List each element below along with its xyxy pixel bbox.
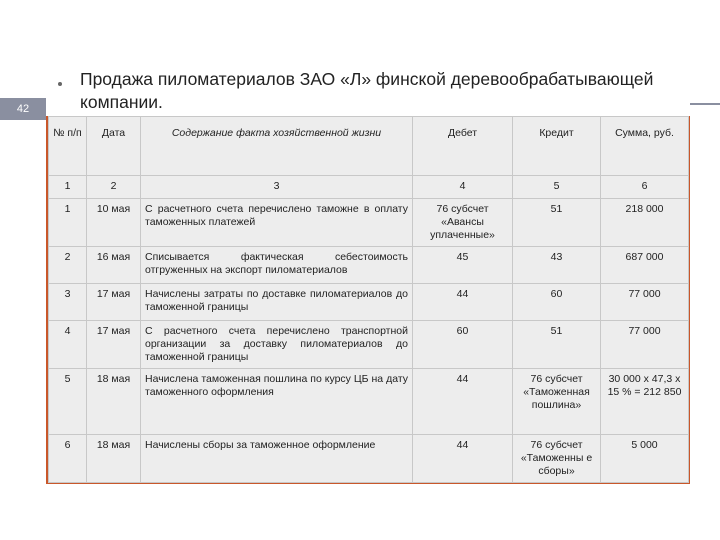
header-date: Дата (87, 117, 141, 176)
page-title: Продажа пиломатериалов ЗАО «Л» финской деревообрабатывающей компании. (80, 69, 654, 112)
row-sum: 218 000 (601, 199, 689, 247)
row-num: 4 (49, 321, 87, 369)
row-credit: 76 субсчет «Таможенная пошлина» (513, 369, 601, 435)
column-number-row (49, 176, 689, 199)
row-sum: 30 000 x 47,3 x 15 % = 212 850 (601, 369, 689, 435)
slide-number: 42 (0, 98, 46, 120)
row-sum: 5 000 (601, 435, 689, 483)
table-row (49, 284, 689, 321)
row-num: 1 (49, 199, 87, 247)
row-debit: 76 субсчет «Авансы уплаченные» (413, 199, 513, 247)
row-content: Начислены затраты по доставке пиломатериалов до таможенной границы (141, 284, 413, 321)
column-number: 5 (513, 176, 601, 199)
column-number: 2 (87, 176, 141, 199)
row-content: Списывается фактическая себестоимость отгруженных на экспорт пиломатериалов (141, 247, 413, 284)
row-content: С расчетного счета перечислено таможне в оплату таможенных платежей (141, 199, 413, 247)
row-num: 5 (49, 369, 87, 435)
transactions-table (48, 116, 689, 483)
bullet-icon (58, 82, 62, 86)
row-credit: 43 (513, 247, 601, 284)
table-row (49, 247, 689, 284)
header-sum: Сумма, руб. (601, 117, 689, 176)
column-number: 1 (49, 176, 87, 199)
column-number: 4 (413, 176, 513, 199)
column-number: 6 (601, 176, 689, 199)
row-num: 2 (49, 247, 87, 284)
row-date: 16 мая (87, 247, 141, 284)
table-row (49, 369, 689, 435)
row-num: 3 (49, 284, 87, 321)
row-content: Начислена таможенная пошлина по курсу ЦБ на дату таможенного оформления (141, 369, 413, 435)
row-credit: 60 (513, 284, 601, 321)
row-sum: 687 000 (601, 247, 689, 284)
row-debit: 44 (413, 435, 513, 483)
header-num: № п/п (49, 117, 87, 176)
row-num: 6 (49, 435, 87, 483)
row-credit: 76 субсчет «Таможенны е сборы» (513, 435, 601, 483)
row-date: 18 мая (87, 435, 141, 483)
row-credit: 51 (513, 199, 601, 247)
row-date: 10 мая (87, 199, 141, 247)
table-row (49, 435, 689, 483)
header-credit: Кредит (513, 117, 601, 176)
row-debit: 60 (413, 321, 513, 369)
row-content: С расчетного счета перечислено транспортной организации за доставку пиломатериалов до таможенной границы (141, 321, 413, 369)
row-date: 17 мая (87, 321, 141, 369)
table-row (49, 199, 689, 247)
table-header-row (49, 117, 689, 176)
row-sum: 77 000 (601, 284, 689, 321)
row-sum: 77 000 (601, 321, 689, 369)
table-row (49, 321, 689, 369)
row-credit: 51 (513, 321, 601, 369)
row-content: Начислены сборы за таможенное оформление (141, 435, 413, 483)
row-debit: 44 (413, 369, 513, 435)
header-content: Содержание факта хозяйственной жизни (141, 117, 413, 176)
row-debit: 44 (413, 284, 513, 321)
row-date: 17 мая (87, 284, 141, 321)
row-date: 18 мая (87, 369, 141, 435)
row-debit: 45 (413, 247, 513, 284)
header-debit: Дебет (413, 117, 513, 176)
column-number: 3 (141, 176, 413, 199)
